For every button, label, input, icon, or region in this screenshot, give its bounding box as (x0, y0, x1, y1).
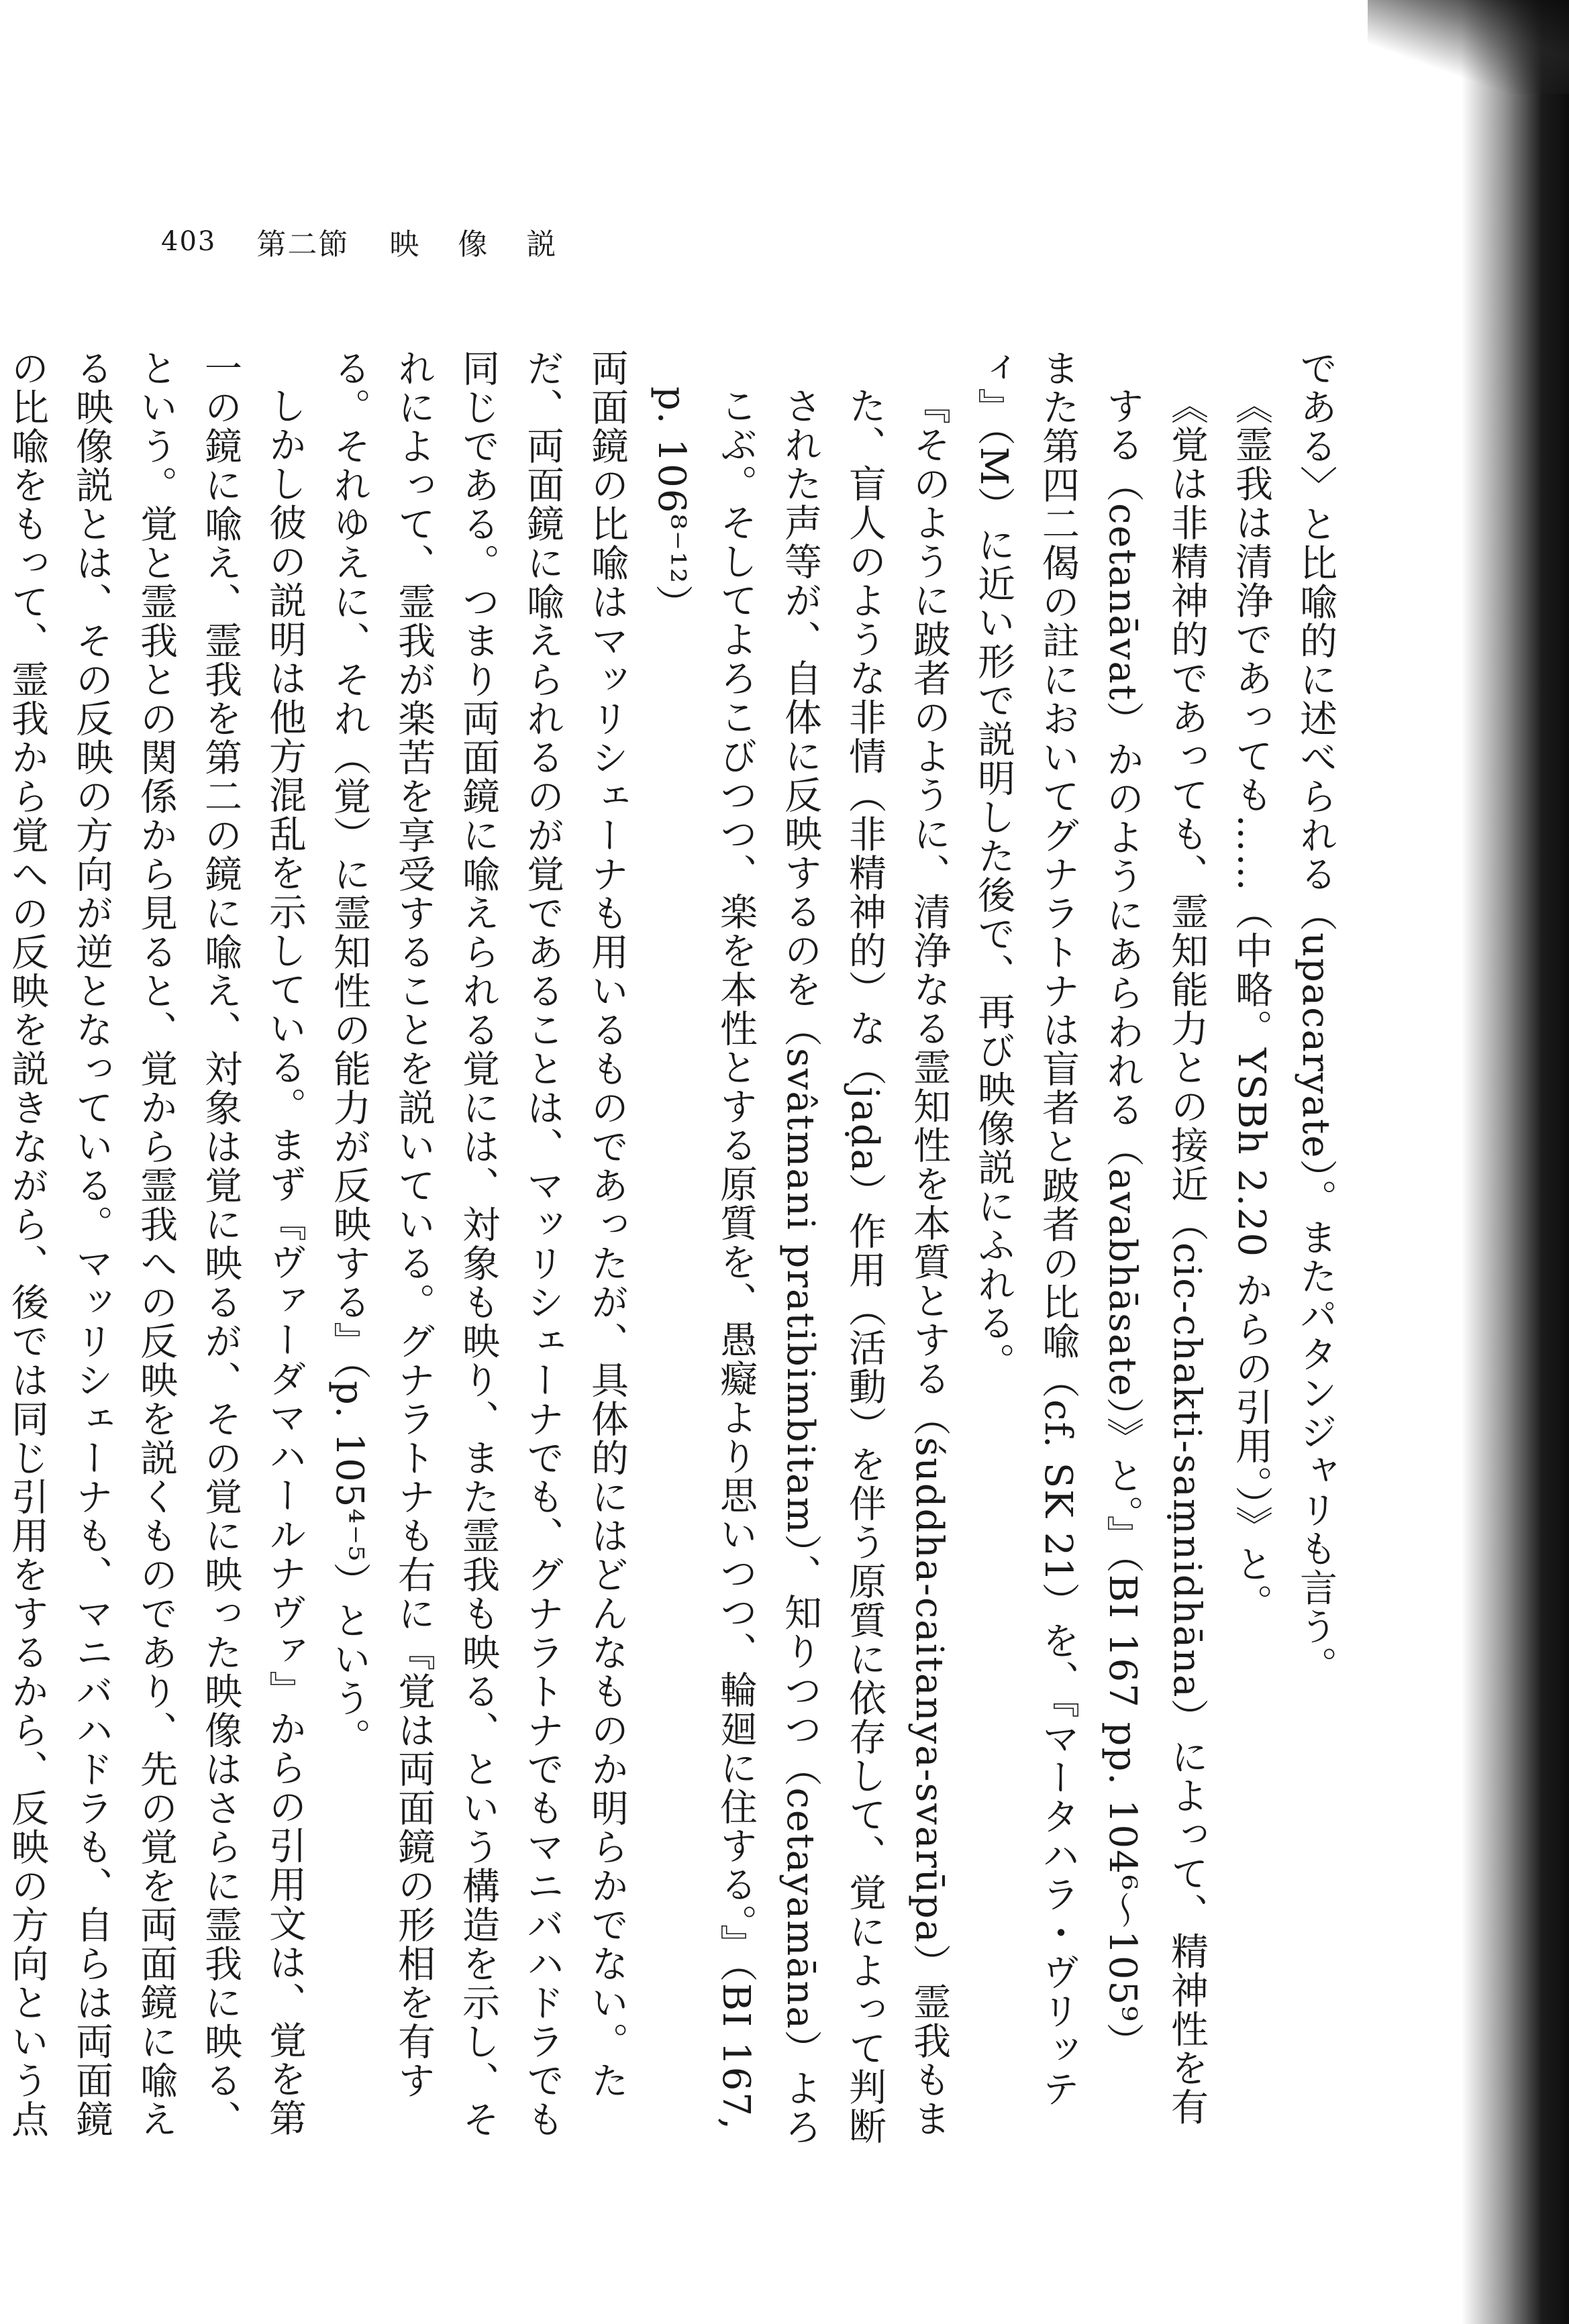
paragraph: 両面鏡の比喩はマッリシェーナも用いるものであったが、具体的にはどんなものか明らかでない。ただ、両面鏡に喩えられるのが覚であることは、マッリシェーナでも、グナラトナでもマニバハドラでも同じである。つまり両面鏡に喩えられる覚には、対象も映り、また霊我も映る、という構造を示し、それによって、霊我が楽苦を享受することを説いている。グナラトナも右に『覚は両面鏡の形相を有する。それゆえに、それ（覚）に霊知性の能力が反映する』（p. 105⁴⁻⁵）という。 (327, 349, 629, 2139)
running-header (161, 221, 570, 262)
section-label: 第二節 (256, 227, 350, 262)
paragraph: である〉と比喩的に述べられる（upacaryate）。またパタンジャリも言う。 (1294, 349, 1337, 1685)
page-number: 403 (161, 226, 217, 257)
paragraph: また第四二偈の註においてグナラトナは盲者と跛者の比喩（cf. SK 21）を、『マータハラ・ヴリッティ』（M）に近い形で説明した後で、再び映像説にふれる。 (972, 349, 1080, 2109)
scan-shadow-corner (1368, 0, 1569, 94)
paragraph: しかし彼の説明は他方混乱を示している。まず『ヴァーダマハールナヴァ』からの引用文は、覚を第一の鏡に喩え、霊我を第二の鏡に喩え、対象は覚に映るが、その覚に映った映像はさらに霊我に映る、という。覚と霊我との関係から見ると、覚から霊我への反映を説くものであり、先の覚を両面鏡に喩える映像説とは、その反映の方向が逆となっている。マッリシェーナも、マニバハドラも、自らは両面鏡の比喩をもって、霊我から覚への反映を説きながら、後では同じ引用をするから、反映の方向という点 (5, 349, 307, 2139)
scan-shadow-edge (1462, 0, 1569, 2324)
quotation: 『そのように跛者のように、清浄なる霊知性を本質とする（śuddha-caitanya-svarūpa）霊我もまた、盲人のような非情（非精神的）な（jaḍa）作用（活動）を伴う原質に依存して、覚によって判断された声等が、自体に反映するのを（svâtmani pratibimbitam）、知りつつ（cetayamāna）よろこぶ。そしてよろこびつつ、楽を本性とする原質を、愚癡より思いつつ、輪廻に住する。』（BI 167, p. 106⁸⁻¹²） (650, 386, 951, 2147)
quotation: 《覚は非精神的であっても、霊知能力との接近（cic-chakti-saṃnidhāna）によって、精神性を有する（cetanāvat）かのようにあらわれる（avabhāsate）》と。』（BI 167 pp. 104⁶〜105⁹） (1101, 386, 1209, 2127)
body-text (5, 349, 1348, 2160)
quotation: 《霊我は清浄であっても……（中略。YSBh 2.20 からの引用。）》と。 (1229, 386, 1273, 1623)
section-title: 映 像 説 (389, 227, 571, 262)
